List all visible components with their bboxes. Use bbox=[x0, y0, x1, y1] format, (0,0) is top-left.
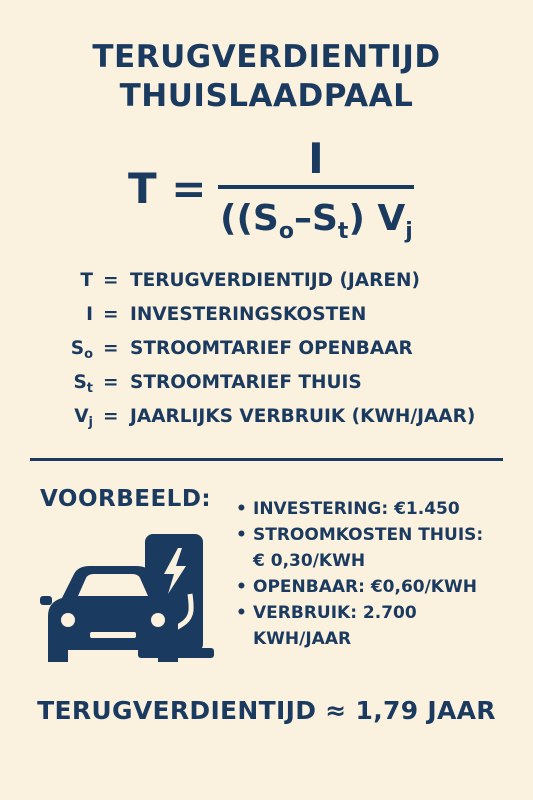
formula-lhs: T = bbox=[128, 164, 207, 213]
bullet-text: STROOMKOSTEN THUIS: bbox=[253, 525, 484, 545]
legend-equals: = bbox=[103, 406, 119, 427]
legend-definition: JAARLIJKS VERBRUIK (KWH/JAAR) bbox=[130, 406, 476, 427]
legend-symbol: I bbox=[86, 304, 93, 325]
bullet-dot: • bbox=[236, 603, 247, 623]
legend-symbol: $V_j$ bbox=[74, 406, 93, 430]
legend-symbol: $S_t$ bbox=[73, 372, 93, 396]
result-text: TERUGVERDIENTIJD ≈ 1,79 JAAR bbox=[37, 696, 496, 725]
bullet-text: OPENBAAR: €0,60/KWH bbox=[253, 577, 477, 597]
legend-definition: TERUGVERDIENTIJD (JAREN) bbox=[130, 270, 420, 291]
bullet-text: INVESTERING: €1.450 bbox=[253, 499, 460, 519]
bullet-dot: • bbox=[236, 525, 247, 545]
list-item bbox=[236, 574, 526, 600]
legend-equals: = bbox=[103, 270, 119, 291]
bullet-text: VERBRUIK: 2.700 bbox=[253, 603, 417, 623]
title-line-1: TERUGVERDIENTIJD bbox=[92, 39, 441, 75]
legend-row bbox=[0, 402, 533, 436]
bullet-dot: • bbox=[236, 499, 247, 519]
list-item bbox=[236, 600, 526, 652]
bullet-text: KWH/JAAR bbox=[253, 629, 352, 649]
list-item bbox=[236, 522, 526, 574]
bullet-text: € 0,30/KWH bbox=[253, 551, 366, 571]
legend-equals: = bbox=[103, 372, 119, 393]
fraction-bar bbox=[218, 185, 414, 189]
car-charging-icon bbox=[40, 534, 225, 664]
legend-symbol: T bbox=[80, 270, 93, 291]
title-line-2: THUISLAADPAAL bbox=[119, 78, 414, 114]
formula bbox=[0, 130, 533, 250]
legend-row bbox=[0, 300, 533, 334]
legend-equals: = bbox=[103, 338, 119, 359]
formula-numerator: I bbox=[308, 134, 324, 183]
bullet-dot: • bbox=[236, 577, 247, 597]
legend-definition: INVESTERINGSKOSTEN bbox=[130, 304, 367, 325]
legend-row bbox=[0, 368, 533, 402]
legend-definition: STROOMTARIEF OPENBAAR bbox=[130, 338, 413, 359]
legend-definition: STROOMTARIEF THUIS bbox=[130, 372, 362, 393]
legend-equals: = bbox=[103, 304, 119, 325]
legend-row bbox=[0, 334, 533, 368]
legend-row bbox=[0, 266, 533, 300]
formula-denominator: ($(S_o-S_t)$ $V_j$ bbox=[220, 198, 413, 244]
legend-symbol: $S_o$ bbox=[70, 338, 93, 362]
example-label: VOORBEELD: bbox=[40, 486, 212, 512]
example-bullets bbox=[236, 496, 526, 652]
section-divider bbox=[30, 458, 503, 461]
list-item bbox=[236, 496, 526, 522]
